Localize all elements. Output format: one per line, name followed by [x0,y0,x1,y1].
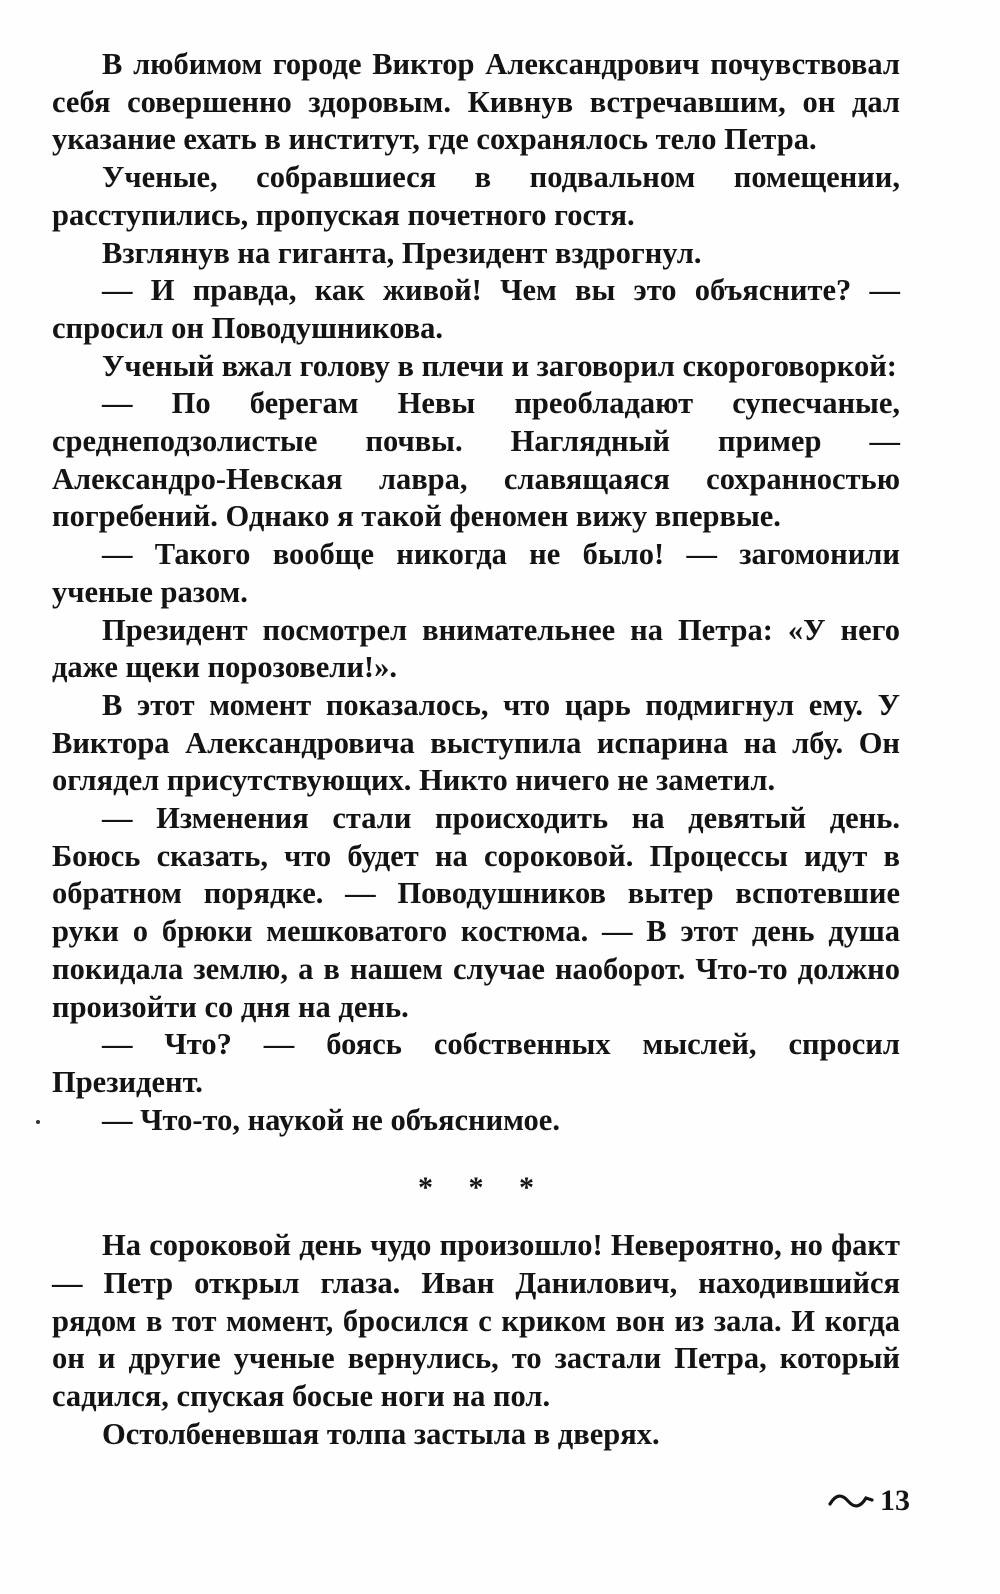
paragraph: В любимом городе Виктор Александрович почувствовал себя совершенно здоровым. Кивнув встречавшим, он дал указание ехать в институт, где сохранялось тело Петра. [52,47,900,157]
paragraph: Взглянув на гиганта, Президент вздрогнул. [102,235,702,270]
paragraph: В этот момент показалось, что царь подмигнул ему. У Виктора Александровича выступила испарина на лбу. Он оглядел присутствующих. Никто ничего не заметил. [52,687,900,798]
page-footer [828,1484,910,1518]
paragraph: Ученый вжал голову в плечи и заговорил скороговоркой: [102,348,897,383]
paragraph: — И правда, как живой! Чем вы это объясните? — спросил он Поводушникова. [52,273,900,345]
paragraph: — Такого вообще никогда не было! — загомонили ученые разом. [52,537,900,609]
paragraph: — По берегам Невы преобладают супесчаные, среднеподзолистые почвы. Наглядный пример — Александро-Невская лавра, славящаяся сохранностью погребений. Однако я такой феномен вижу впервые. [52,386,900,534]
paragraph: — Изменения стали происходить на девятый день. Боюсь сказать, что будет на сороковой. Процессы идут в обратном порядке. — Поводушников вытер вспотевшие руки о брюки мешковатого костюма. — В этот день душа покидала землю, а в нашем случае наоборот. Что-то должно произойти со дня на день. [52,801,900,1024]
paragraph: — Что-то, наукой не объяснимое. [102,1102,560,1137]
paragraph: Ученые, собравшиеся в подвальном помещении, расступились, пропуская почетного гостя. [52,160,900,232]
margin-mark [36,1120,40,1124]
paragraph: Остолбеневшая толпа застыла в дверях. [102,1416,660,1451]
paragraph: На сороковой день чудо произошло! Невероятно, но факт — Петр открыл глаза. Иван Данилович, находившийся рядом в тот момент, бросился с криком вон из зала. И когда он и другие ученые вернулись, то застали Петра, который садился, спуская босые ноги на пол. [52,1228,900,1413]
body-text [52,46,900,1453]
page-number: 13 [880,1484,910,1517]
tilde-ornament-icon [828,1492,874,1510]
section-separator: * * * [418,1171,548,1205]
paragraph: Президент посмотрел внимательнее на Петра: «У него даже щеки порозовели!». [52,612,900,685]
paragraph: — Что? — боясь собственных мыслей, спросил Президент. [52,1027,900,1099]
